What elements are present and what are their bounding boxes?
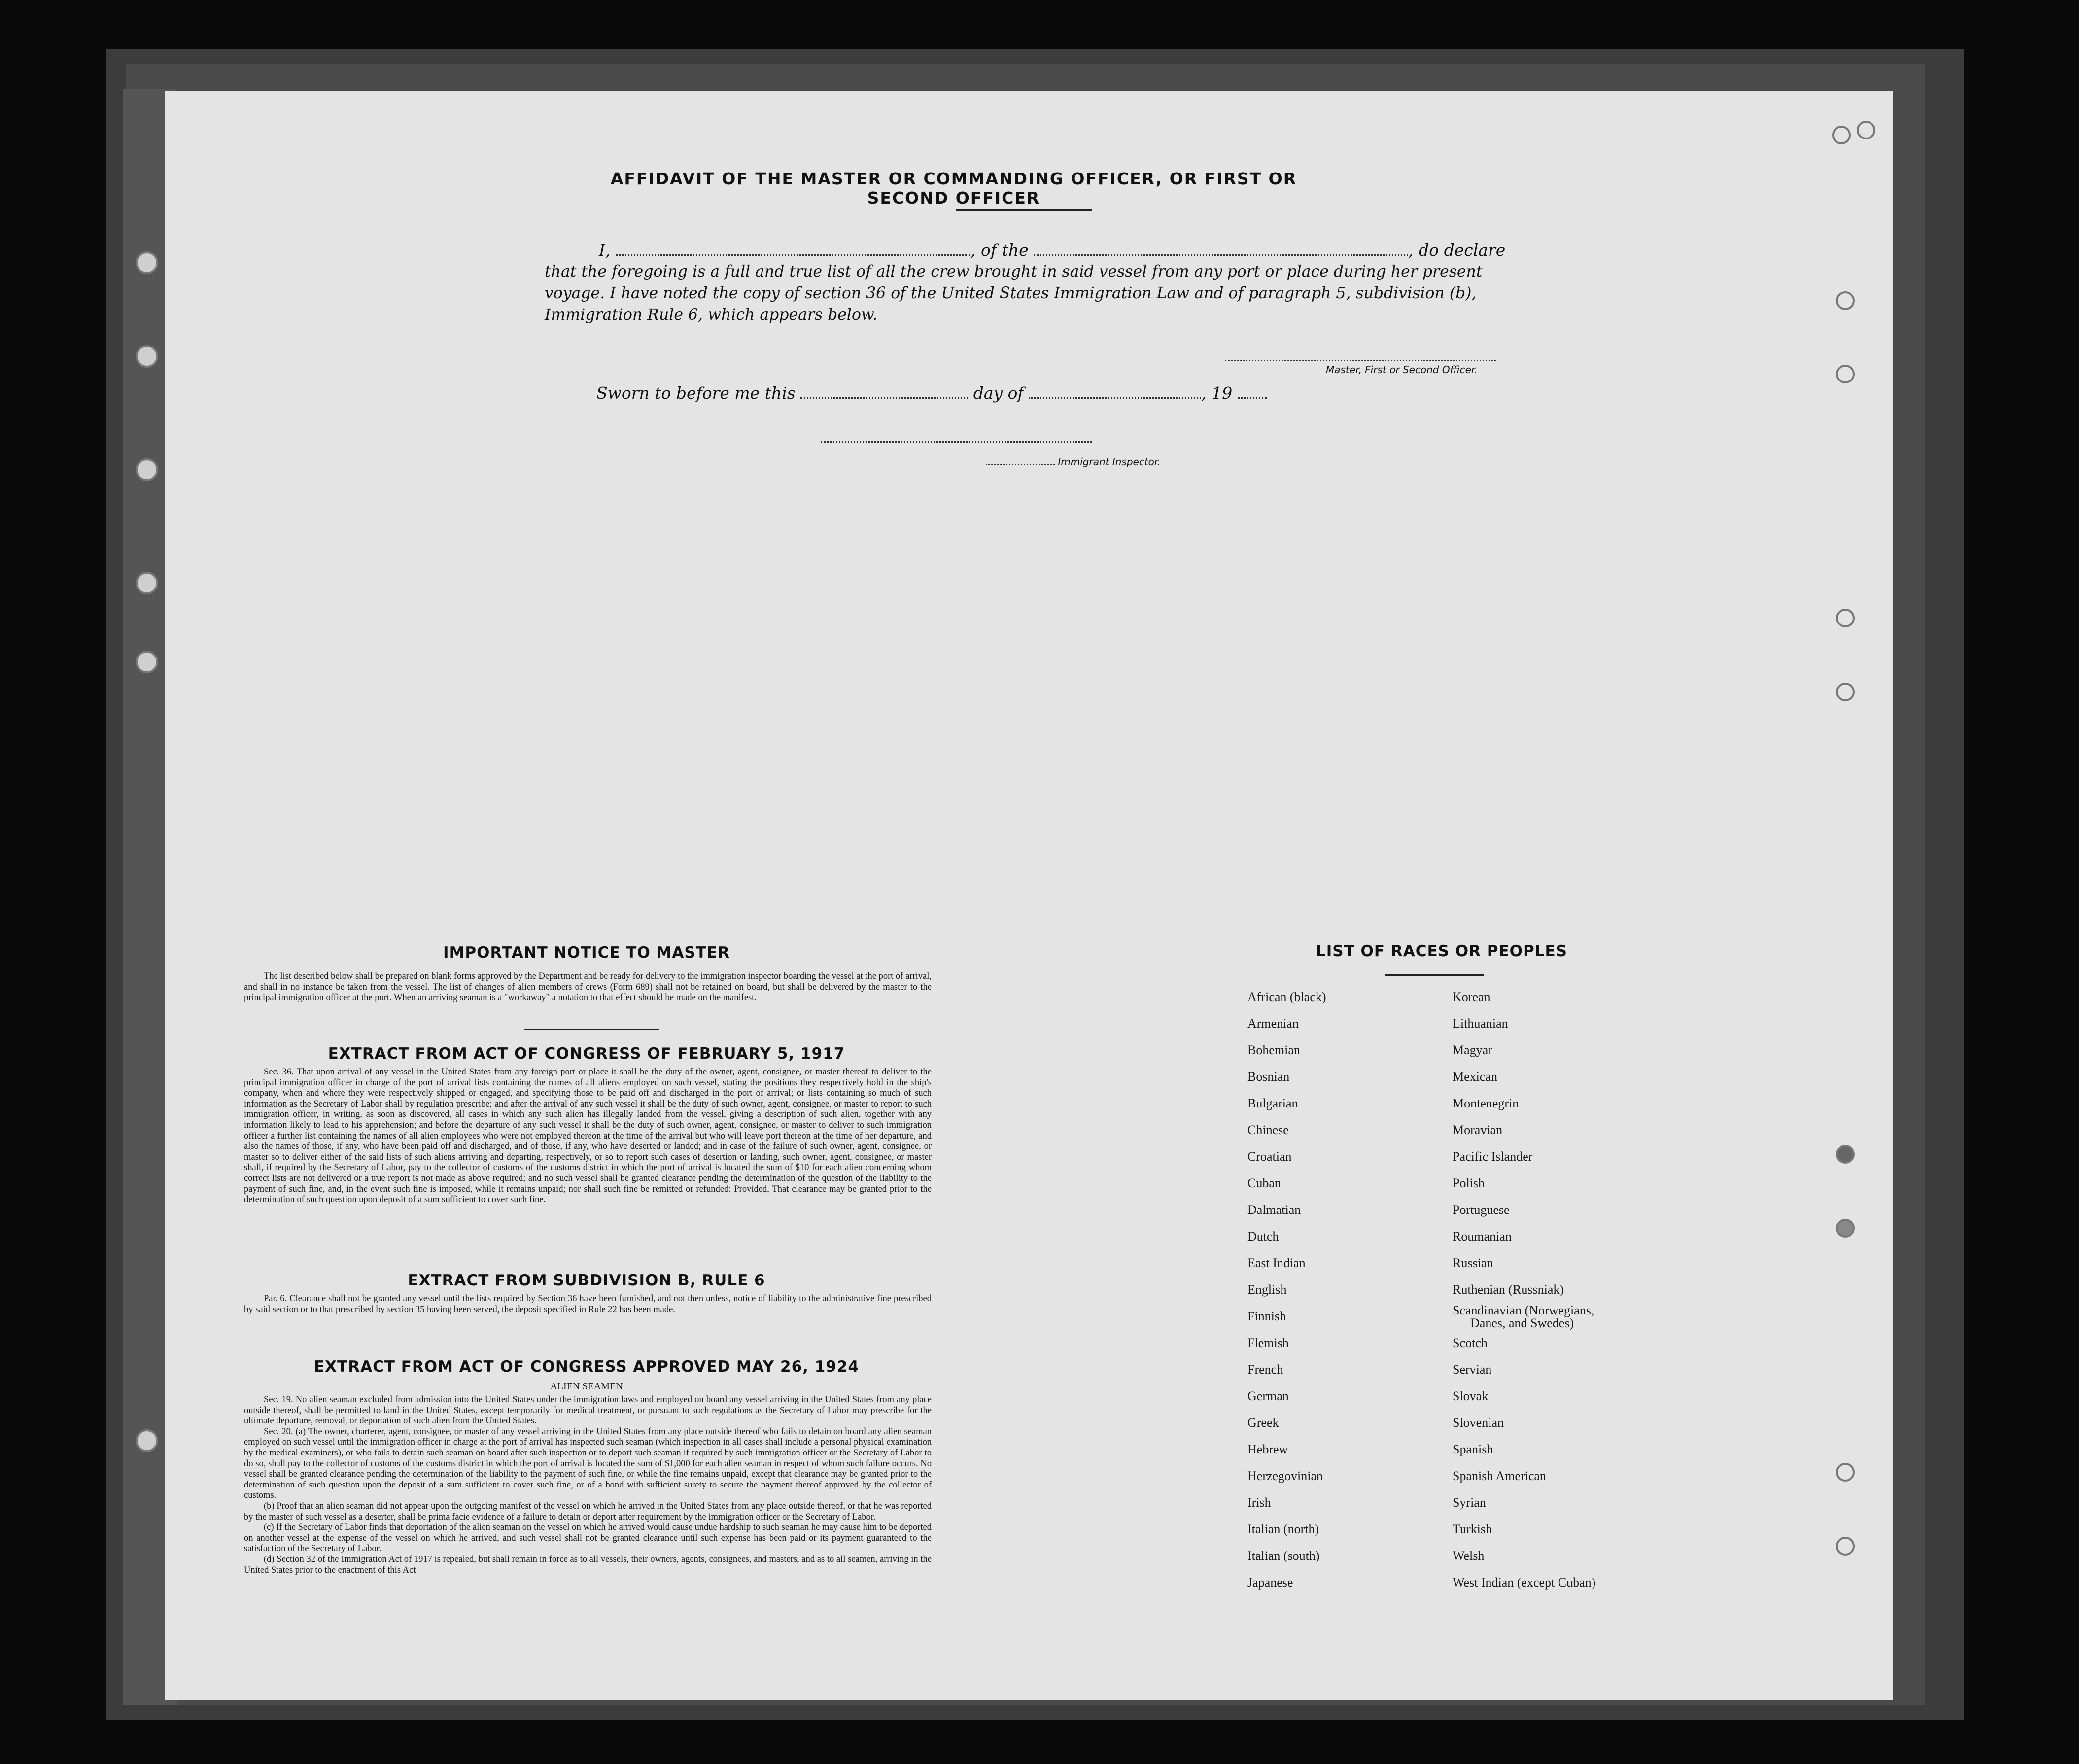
race-right: Mexican [1453,1070,1497,1084]
race-right: West Indian (except Cuban) [1453,1575,1596,1590]
binding-hole-icon [136,458,158,481]
race-left: Japanese [1247,1575,1293,1590]
act1924-p4: (c) If the Secretary of Labor finds that deportation of the alien seaman on the vessel on which he arrived would cause undue hardship to such seaman he may cause him to be deported on another vessel at the expense of the vessel on which he arrived, and such vessel shall not be granted clearance until such expense has been paid or its payment guaranteed to the satisfaction of the Secretary of Labor. [244,1522,932,1554]
act1924-p1: Sec. 19. No alien seaman excluded from admission into the United States under the immigration laws and employed on board any vessel arriving in the United States from any place outside thereof, shall be permitted to land in the United States, except temporarily for medical treatment, or pursuant to such regulations as the Secretary of Labor may prescribe for the ultimate departure, removal, or deportation of such alien from the United States. [244,1395,932,1426]
line1-i: I, [599,241,611,260]
race-right: Spanish [1453,1442,1493,1456]
punch-hole-icon [1836,1463,1855,1482]
punch-hole-icon [1836,1219,1855,1238]
sworn-year: , 19 [1201,383,1233,403]
act1917-text [244,1067,932,1206]
punch-hole-icon [1836,683,1855,701]
punch-hole-icon [1836,609,1855,627]
declaration-line-1 [599,239,1505,261]
race-right: Portuguese [1453,1203,1510,1217]
race-right: Polish [1453,1176,1485,1190]
race-left: Cuban [1247,1176,1281,1190]
act1924-p3: (b) Proof that an alien seaman did not appear upon the outgoing manifest of the vessel on which he arrived in the United States from any place outside thereof, or that he was reported by the master of such vessel as a deserter, shall be prima facie evidence of a failure to detain or deport after requirement by the immigration officer or the Secretary of Labor. [244,1501,932,1522]
race-right: Ruthenian (Russniak) [1453,1282,1564,1297]
notice-paragraph: The list described below shall be prepared on blank forms approved by the Department and be ready for delivery to the immigration inspector boarding the vessel at the port of arrival, and shall in no instance be taken from the vessel. The list of changes of alien members of crews (Form 689) shall not be retained on board, but shall be delivered by the master to the principal immigration officer at the port. When an arriving seaman is a "workaway" a notation to that effect should be made on the manifest. [244,971,932,1003]
line1-of: , of the [970,241,1029,260]
act1924-subtitle: ALIEN SEAMEN [550,1381,623,1392]
binding-hole-icon [136,651,158,673]
act1924-title: EXTRACT FROM ACT OF CONGRESS APPROVED MAY 26, 1924 [313,1358,860,1376]
race-right: Montenegrin [1453,1096,1519,1110]
race-right: Magyar [1453,1043,1492,1057]
race-left: Flemish [1247,1336,1289,1350]
race-right: Welsh [1453,1549,1485,1563]
sworn-month-field[interactable] [1029,386,1201,399]
act1924-p2: Sec. 20. (a) The owner, charterer, agent, consignee, or master of any vessel arriving in the United States from any place outside thereof who fails to detain on board any alien seaman employed on such vessel until the immigration officer in charge at the port of arrival has inspected such seaman (which inspection in all cases shall include a personal physical examination by the medical examiners), or who fails to detain such seaman on board after such inspection or to deport such seaman if required by such immigration officer or the Secretary of Labor to do so, shall pay to the collector of customs of the customs district in which the port of arrival is located the sum of $1,000 for each alien seaman in respect of whom such failure occurs. No vessel shall be granted clearance pending the determination of the liability to the payment of such fine, or while the fine remains unpaid, except that clearance may be granted prior to the determination of such question upon the deposit of a sum sufficient to cover such fine, or of a bond with sufficient surety to secure the payment thereof approved by the collector of customs. [244,1426,932,1501]
race-right: Slovenian [1453,1416,1504,1430]
race-left: Greek [1247,1416,1279,1430]
affidavit-page [165,91,1893,1700]
race-left: Bohemian [1247,1043,1300,1057]
inspector-dots [986,458,1055,465]
line1-declare: , do declare [1408,241,1506,260]
rule6-title: EXTRACT FROM SUBDIVISION B, RULE 6 [408,1272,765,1289]
act1924-text [244,1395,932,1576]
declaration-line-4: Immigration Rule 6, which appears below. [545,306,878,324]
affidavit-title: AFFIDAVIT OF THE MASTER OR COMMANDING OFFICER, OR FIRST OR SECOND OFFICER [610,169,1297,208]
signature-label: Master, First or Second Officer. [1326,364,1478,376]
race-right: Spanish American [1453,1469,1546,1483]
race-left: English [1247,1282,1287,1297]
race-left: African (black) [1247,990,1326,1004]
punch-hole-icon [1836,291,1855,310]
rule6-paragraph: Par. 6. Clearance shall not be granted any vessel until the lists required by Section 36 have been furnished, and not then unless, notice of liability to the administrative fine prescribed by said section or to that prescribed by section 35 having been served, the deposit specified in Rule 22 has been made. [244,1294,932,1314]
race-right: Russian [1453,1256,1493,1270]
inspector-text: Immigrant Inspector. [1058,456,1161,468]
sworn-day-field[interactable] [800,386,968,399]
act1924-p5: (d) Section 32 of the Immigration Act of 1917 is repealed, but shall remain in force as to all vessels, their owners, agents, consignees, and masters, and as to all seamen, arriving in the United States prior to the enactment of this Act [244,1554,932,1575]
race-right: Syrian [1453,1495,1486,1510]
race-left: Armenian [1247,1016,1299,1031]
notice-rule [524,1029,659,1030]
race-right: Roumanian [1453,1229,1512,1244]
declaration-line-2: that the foregoing is a full and true list of all the crew brought in said vessel from any port or place during her present [545,263,1483,280]
binding-hole-icon [136,572,158,594]
races-title: LIST OF RACES OR PEOPLES [1316,942,1568,960]
sworn-prefix: Sworn to before me this [596,383,796,403]
punch-hole-icon [1857,121,1875,139]
race-right: Lithuanian [1453,1016,1508,1031]
act1917-paragraph: Sec. 36. That upon arrival of any vessel in the United States from any foreign port or place it shall be the duty of the owner, agent, consignee, or master thereof to deliver to the principal immigration officer in charge of the port of arrival lists containing the names of all aliens employed on such vessel, stating the positions they respectively hold in the ship's company, when and where they were respectively shipped or engaged, and specifying those to be paid off and discharged in the port of arrival; or lists containing so much of such information as the Secretary of Labor shall by regulation prescribe; and after the arrival of any such vessel it shall be the duty of such owner, agent, consignee, or master to report to such immigration officer, in writing, as soon as discovered, all cases in which any such alien has illegally landed from the vessel, giving a description of such alien, together with any information likely to lead to his apprehension; and before the departure of any such vessel it shall be the duty of such owner, agent, consignee, or master to deliver to such immigration officer a further list containing the names of all alien employees who were not employed thereon at the time of the arrival but who will leave port thereon at the time of her departure, and also the names of those, if any, who have been paid off and discharged, and of those, if any, who have deserted or landed; and in case of the failure of such owner, agent, consignee, or master so to deliver either of the said lists of such aliens arriving and departing, respectively, or so to report such cases of desertion or landing, such owner, agent, consignee, or master shall, if required by the Secretary of Labor, pay to the collector of customs of the customs district in which the port of arrival is located the sum of $10 for each alien concerning whom correct lists are not delivered or a true report is not made as above required; and no such vessel shall be granted clearance pending the determination of the question of the liability to the payment of such fine, and, in the event such fine is imposed, while it remains unpaid; nor shall such fine be remitted or refunded: Provided, That clearance may be granted prior to the determination of such question upon deposit of a sum sufficient to cover such fine. [244,1067,932,1205]
punch-hole-icon [1832,126,1851,144]
race-right: Korean [1453,990,1490,1004]
notice-text [244,971,932,1003]
sworn-day: day of [973,383,1024,403]
race-left: Croatian [1247,1149,1292,1164]
punch-hole-icon [1836,1145,1855,1164]
race-right: Pacific Islander [1453,1149,1533,1164]
race-left: Dalmatian [1247,1203,1301,1217]
punch-hole-icon [1836,1537,1855,1556]
race-right: Moravian [1453,1123,1503,1137]
inspector-label [986,456,1161,468]
title-rule [956,209,1092,211]
race-right: Servian [1453,1362,1492,1377]
race-left: Bulgarian [1247,1096,1298,1110]
race-left: French [1247,1362,1283,1377]
race-left: Dutch [1247,1229,1279,1244]
race-right: Danes, and Swedes) [1470,1316,1574,1330]
race-left: Herzegovinian [1247,1469,1323,1483]
race-left: German [1247,1389,1289,1403]
race-right: Scotch [1453,1336,1488,1350]
name-field[interactable] [616,243,970,256]
race-left: Irish [1247,1495,1271,1510]
race-right: Slovak [1453,1389,1489,1403]
sworn-year-field[interactable] [1238,386,1267,399]
vessel-field[interactable] [1034,243,1408,256]
race-left: Bosnian [1247,1070,1290,1084]
declaration-line-3: voyage. I have noted the copy of section 36 of the United States Immigration Law and of paragraph 5, subdivision (b), [545,284,1477,302]
signature-line [1225,360,1496,361]
rule6-text [244,1294,932,1315]
binding-hole-icon [136,251,158,274]
punch-hole-icon [1836,365,1855,383]
race-left: Italian (south) [1247,1549,1320,1563]
race-left: East Indian [1247,1256,1306,1270]
race-left: Finnish [1247,1309,1286,1323]
binding-hole-icon [136,345,158,368]
race-left: Chinese [1247,1123,1289,1137]
race-left: Italian (north) [1247,1522,1319,1536]
race-right: Turkish [1453,1522,1492,1536]
notice-title: IMPORTANT NOTICE TO MASTER [443,944,730,962]
race-right: Scandinavian (Norwegians, [1453,1303,1594,1317]
binding-hole-icon [136,1429,158,1452]
act1917-title: EXTRACT FROM ACT OF CONGRESS OF FEBRUARY 5, 1917 [328,1045,845,1063]
sworn-line [596,382,1267,404]
inspector-line [821,441,1092,443]
race-left: Hebrew [1247,1442,1288,1456]
races-rule [1385,974,1484,976]
